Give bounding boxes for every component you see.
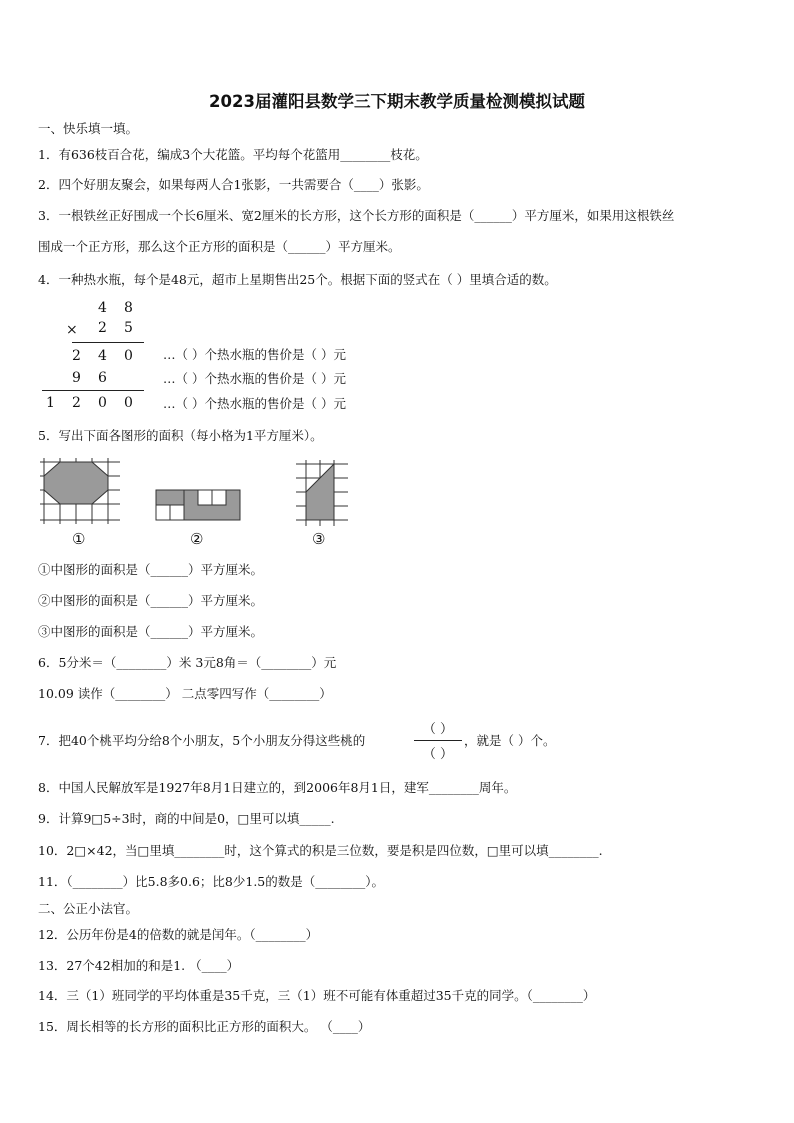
fraction-denominator: （ ） bbox=[422, 747, 454, 762]
question-7-part-1: 7．把40个桃平均分给8个小朋友，5个小朋友分得这些桃的 bbox=[38, 733, 366, 748]
figure-2-grid bbox=[152, 488, 242, 522]
question-5-b: ②中图形的面积是（______）平方厘米。 bbox=[38, 593, 264, 608]
question-5-c: ③中图形的面积是（______）平方厘米。 bbox=[38, 624, 264, 639]
question-5-a: ①中图形的面积是（______）平方厘米。 bbox=[38, 562, 264, 577]
fraction-blank bbox=[414, 718, 462, 764]
question-7-part-2: ，就是（ ）个。 bbox=[464, 733, 556, 748]
mult-note-3: …（ ）个热水瓶的售价是（ ）元 bbox=[163, 396, 346, 411]
section-heading-1: 一、快乐填一填。 bbox=[38, 121, 139, 136]
figure-1-label: ① bbox=[72, 530, 86, 548]
question-12: 12．公历年份是4的倍数的就是闰年。（________） bbox=[38, 927, 319, 942]
question-10: 10．2□×42，当□里填________时，这个算式的积是三位数，要是积是四位数，□里可以填________. bbox=[38, 843, 603, 858]
mult-digit: 0 bbox=[98, 395, 107, 411]
fraction-bar bbox=[414, 740, 462, 741]
question-6-b: 10.09 读作（________） 二点零四写作（________） bbox=[38, 686, 332, 701]
figure-2-label: ② bbox=[190, 530, 204, 548]
figure-1-grid bbox=[40, 458, 120, 524]
mult-digit: 0 bbox=[124, 348, 133, 364]
times-sign: × bbox=[66, 322, 78, 338]
mult-digit: 6 bbox=[98, 370, 107, 386]
mult-digit: 1 bbox=[46, 395, 55, 411]
mult-digit: 0 bbox=[124, 395, 133, 411]
vertical-multiplication bbox=[38, 298, 438, 418]
question-14: 14．三（1）班同学的平均体重是35千克，三（1）班不可能有体重超过35千克的同学。（________） bbox=[38, 988, 596, 1003]
mult-digit: 9 bbox=[72, 370, 81, 386]
question-1: 1．有636枝百合花，编成3个大花篮。平均每个花篮用________枝花。 bbox=[38, 147, 428, 162]
question-3-line-1: 3．一根铁丝正好围成一个长6厘米、宽2厘米的长方形，这个长方形的面积是（______）平方厘米，如果用这根铁丝 bbox=[38, 208, 675, 223]
mult-digit: 4 bbox=[98, 348, 107, 364]
question-5: 5．写出下面各图形的面积（每小格为1平方厘米）。 bbox=[38, 428, 323, 443]
question-11: 11．（________）比5.8多0.6；比8少1.5的数是（________）。 bbox=[38, 874, 384, 889]
underline-1 bbox=[72, 342, 144, 343]
mult-digit: 2 bbox=[98, 320, 107, 336]
question-8: 8．中国人民解放军是1927年8月1日建立的，到2006年8月1日，建军________周年。 bbox=[38, 780, 517, 795]
mult-digit: 2 bbox=[72, 395, 81, 411]
mult-digit: 4 bbox=[98, 300, 107, 316]
question-13: 13．27个42相加的和是1. （____） bbox=[38, 958, 240, 973]
mult-note-1: …（ ）个热水瓶的售价是（ ）元 bbox=[163, 347, 346, 362]
mult-digit: 5 bbox=[124, 320, 133, 336]
question-2: 2．四个好朋友聚会，如果每两人合1张影，一共需要合（____）张影。 bbox=[38, 177, 429, 192]
question-3-line-2: 围成一个正方形，那么这个正方形的面积是（______）平方厘米。 bbox=[38, 239, 401, 254]
mult-digit: 2 bbox=[72, 348, 81, 364]
question-4: 4．一种热水瓶，每个是48元，超市上星期售出25个。根据下面的竖式在（ ）里填合适的数。 bbox=[38, 272, 557, 287]
mult-note-2: …（ ）个热水瓶的售价是（ ）元 bbox=[163, 371, 346, 386]
page-title: 2023届灌阳县数学三下期末教学质量检测模拟试题 bbox=[209, 92, 585, 111]
question-15: 15．周长相等的长方形的面积比正方形的面积大。 （____） bbox=[38, 1019, 371, 1034]
figure-3-label: ③ bbox=[312, 530, 326, 548]
mult-digit: 8 bbox=[124, 300, 133, 316]
question-6-a: 6．5分米＝（________）米 3元8角＝（________）元 bbox=[38, 655, 337, 670]
question-9: 9．计算9□5÷3时，商的中间是0，□里可以填_____. bbox=[38, 811, 335, 826]
figure-3-grid bbox=[296, 460, 348, 526]
fraction-numerator: （ ） bbox=[422, 722, 454, 737]
underline-2 bbox=[42, 390, 144, 391]
section-heading-2: 二、公正小法官。 bbox=[38, 901, 139, 916]
